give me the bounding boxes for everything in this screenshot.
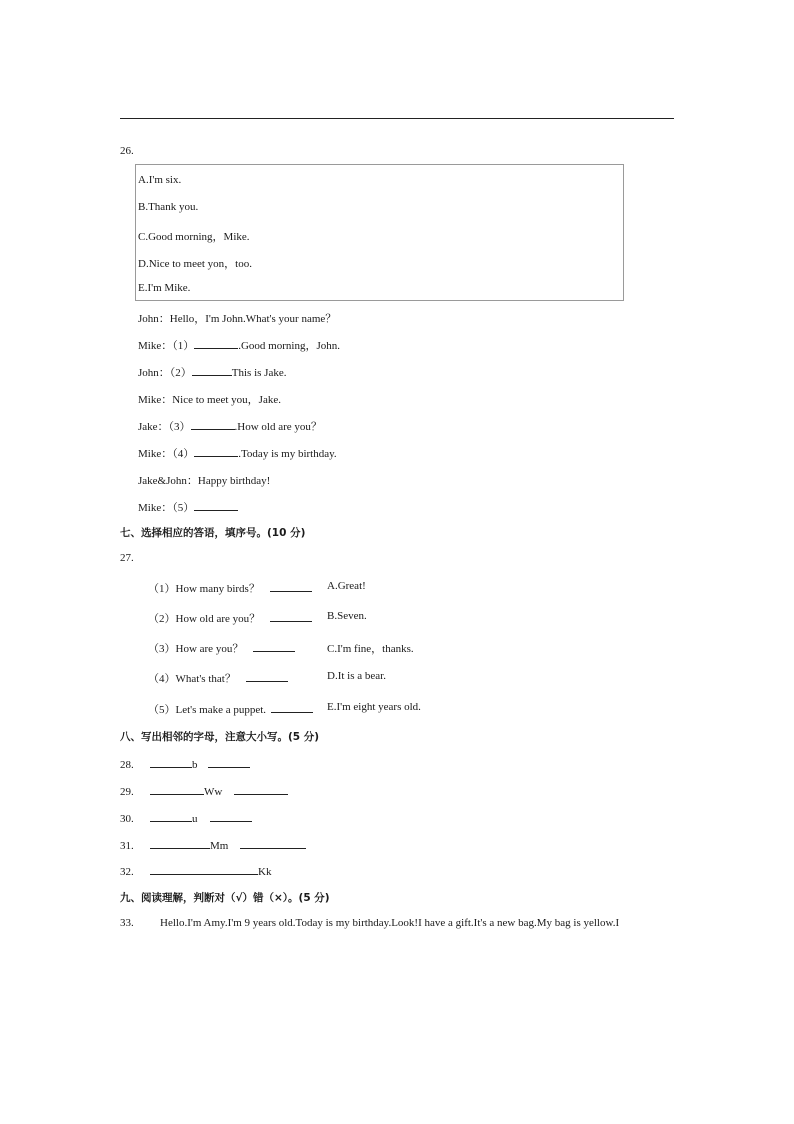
dialogue-line-5-speaker: Jake：（3） xyxy=(138,421,191,433)
header-rule xyxy=(120,118,674,119)
letter-blank-32[interactable] xyxy=(150,864,258,875)
dialogue-line-6-speaker: Mike：（4） xyxy=(138,448,195,460)
dialogue-line-5-text: .How old are you？ xyxy=(234,421,322,433)
match-blank-5[interactable] xyxy=(271,702,313,713)
answer-blank-1[interactable] xyxy=(194,338,238,349)
letter-item-31 xyxy=(120,838,306,852)
dialogue-line-7: Jake&John：Happy birthday! xyxy=(138,475,271,487)
reading-passage: Hello.I'm Amy.I'm 9 years old.Today is my birthday.Look!I have a gift.It's a new bag.My bag is yellow.I xyxy=(160,917,620,929)
dialogue-line-8-speaker: Mike：（5） xyxy=(138,502,195,514)
letter-item-29 xyxy=(120,784,288,798)
dialogue-line-3-text: This is Jake. xyxy=(231,367,287,379)
match-question-2 xyxy=(148,610,312,626)
dialogue-line-3-speaker: John：（2） xyxy=(138,367,192,379)
letter-item-28-letter: b xyxy=(192,759,198,771)
option-c: C.Good morning，Mike. xyxy=(138,231,250,243)
match-answer-d: D.It is a bear. xyxy=(327,670,386,682)
dialogue-line-4: Mike：Nice to meet you，Jake. xyxy=(138,394,281,406)
letter-blank-29a[interactable] xyxy=(150,784,204,795)
letter-item-28-number: 28. xyxy=(120,759,134,771)
letter-blank-30b[interactable] xyxy=(210,811,252,822)
letter-blank-31a[interactable] xyxy=(150,838,210,849)
match-blank-4[interactable] xyxy=(246,671,288,682)
letter-blank-29b[interactable] xyxy=(234,784,288,795)
letter-blank-28b[interactable] xyxy=(208,757,250,768)
dialogue-line-3 xyxy=(138,364,286,380)
match-answer-c: C.I'm fine，thanks. xyxy=(327,643,414,655)
letter-item-31-number: 31. xyxy=(120,840,134,852)
match-question-2-text: （2）How old are you？ xyxy=(148,613,261,625)
option-b: B.Thank you. xyxy=(138,201,199,213)
answer-blank-3[interactable] xyxy=(191,419,235,430)
match-question-1-text: （1）How many birds？ xyxy=(148,583,260,595)
match-question-5 xyxy=(148,701,313,717)
letter-item-31-letter: Mm xyxy=(210,840,229,852)
dialogue-line-2-speaker: Mike：（1） xyxy=(138,340,195,352)
match-question-4-text: （4）What's that？ xyxy=(148,673,236,685)
letter-item-32-number: 32. xyxy=(120,866,134,878)
question-number-26: 26. xyxy=(120,145,134,157)
match-question-1 xyxy=(148,580,312,596)
question-number-33: 33. xyxy=(120,917,134,929)
match-blank-3[interactable] xyxy=(253,641,295,652)
dialogue-line-6-text: .Today is my birthday. xyxy=(238,448,337,460)
letter-item-30 xyxy=(120,811,252,825)
match-answer-a: A.Great! xyxy=(327,580,366,592)
dialogue-line-2 xyxy=(138,337,340,353)
dialogue-line-5 xyxy=(138,418,322,434)
letter-item-32 xyxy=(120,864,271,878)
dialogue-line-8 xyxy=(138,499,238,515)
match-answer-e: E.I'm eight years old. xyxy=(327,701,421,713)
answer-blank-4[interactable] xyxy=(194,446,238,457)
option-e: E.I'm Mike. xyxy=(138,282,191,294)
letter-item-29-letter: Ww xyxy=(204,786,223,798)
dialogue-line-6 xyxy=(138,445,337,461)
letter-item-30-letter: u xyxy=(192,813,198,825)
dialogue-line-2-text: .Good morning，John. xyxy=(238,340,340,352)
option-d: D.Nice to meet yon，too. xyxy=(138,258,252,270)
match-question-5-text: （5）Let's make a puppet. xyxy=(148,704,267,716)
answer-blank-2[interactable] xyxy=(192,365,232,376)
option-a: A.I'm six. xyxy=(138,174,182,186)
match-question-3-text: （3）How are you？ xyxy=(148,643,244,655)
match-question-4 xyxy=(148,670,288,686)
letter-blank-28a[interactable] xyxy=(150,757,192,768)
letter-item-32-letter: Kk xyxy=(258,866,272,878)
answer-blank-5[interactable] xyxy=(194,500,238,511)
letter-item-30-number: 30. xyxy=(120,813,134,825)
section-7-heading: 七、选择相应的答语，填序号。(10 分) xyxy=(120,527,306,539)
match-blank-1[interactable] xyxy=(270,581,312,592)
match-question-3 xyxy=(148,640,295,656)
letter-blank-30a[interactable] xyxy=(150,811,192,822)
section-9-heading: 九、阅读理解，判断对（√）错（×）。(5 分) xyxy=(120,892,330,904)
dialogue-line-1: John：Hello，I'm John.What's your name？ xyxy=(138,313,337,325)
question-number-27: 27. xyxy=(120,552,134,564)
match-blank-2[interactable] xyxy=(270,611,312,622)
letter-blank-31b[interactable] xyxy=(240,838,306,849)
section-8-heading: 八、写出相邻的字母，注意大小写。(5 分) xyxy=(120,731,320,743)
letter-item-29-number: 29. xyxy=(120,786,134,798)
match-answer-b: B.Seven. xyxy=(327,610,367,622)
letter-item-28 xyxy=(120,757,250,771)
